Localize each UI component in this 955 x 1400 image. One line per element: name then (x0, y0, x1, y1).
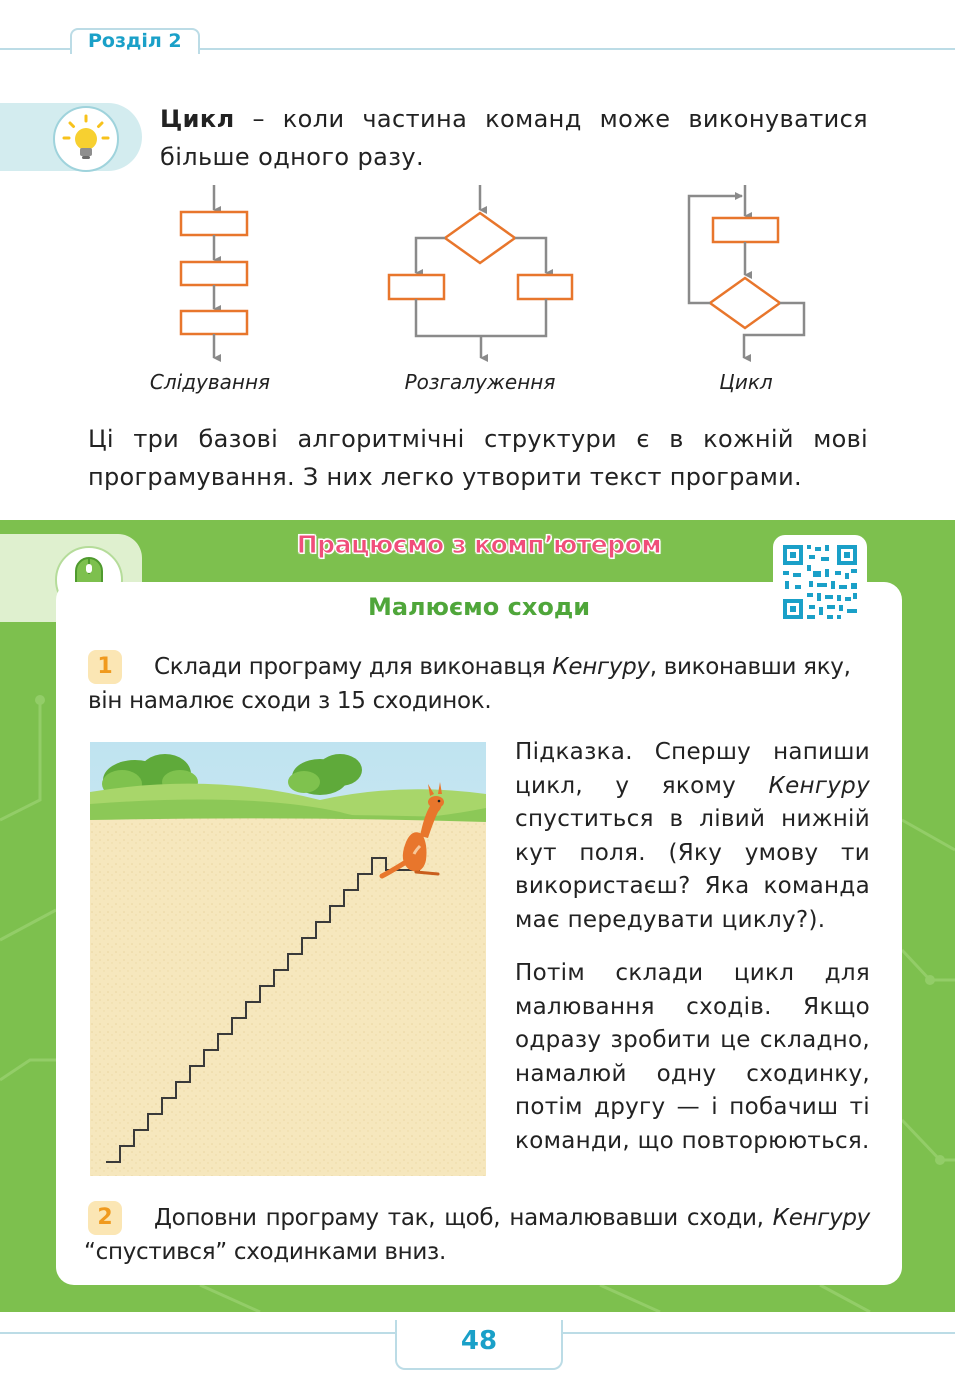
definition-term: Цикл (160, 105, 235, 133)
loop-diagram (689, 185, 804, 358)
lightbulb-icon (53, 106, 119, 172)
page-number: 48 (460, 1326, 498, 1356)
task-2-text (84, 1201, 870, 1269)
task-1-text-before: Склади програму для виконавця (154, 654, 553, 680)
task-1-text-after: , виконавши яку, він намалює сходи з 15 сходинок. (88, 654, 851, 714)
sequence-diagram (181, 185, 247, 358)
caption-sequence: Слідування (149, 370, 271, 394)
definition-body: – коли частина команд може виконуватися більше одного разу. (160, 105, 868, 171)
hint-p1-before: Підказка. Спершу напиши цикл, у якому (515, 739, 870, 799)
branching-diagram (389, 185, 572, 358)
hint-paragraph-1 (515, 736, 870, 937)
kangaroo-stairs-illustration (90, 742, 486, 1176)
task-2-text-before: Доповни програму так, щоб, намалювавши сходи, (154, 1205, 773, 1231)
task-2-text-after: “спустився” сходинками вниз. (84, 1239, 446, 1265)
activity-title: Малюємо сходи (367, 593, 591, 621)
qr-code[interactable] (773, 535, 867, 629)
task-1-performer: Кенгуру (552, 654, 650, 680)
algorithm-structures-diagram (130, 180, 830, 370)
hint-paragraph-2: Потім склади цикл для малювання сходів. Якщо одразу зробити це складно, намалюй одну сходинку, потім другу — і побачиш ті команди, що повторюються. (515, 960, 870, 1154)
caption-branching: Розгалуження (404, 370, 556, 394)
section-title: Працюємо з комп’ютером (296, 530, 662, 559)
hint-p1-after: спуститься в лівий нижній кут поля. (Яку умову ти використаєш? Яка команда має передувати циклу?). (515, 806, 870, 933)
caption-loop: Цикл (719, 370, 773, 394)
task-2-performer: Кенгуру (772, 1205, 870, 1231)
task-1-number: 1 (88, 650, 122, 684)
task-1-text (88, 650, 868, 718)
task-2-number: 2 (88, 1201, 122, 1235)
definition-text (160, 100, 868, 176)
hint-performer: Кенгуру (768, 772, 870, 799)
intro-paragraph: Ці три базові алгоритмічні структури є в кожній мові програмування. З них легко утворити текст програми. (88, 425, 868, 491)
section-label: Розділ 2 (88, 30, 182, 52)
